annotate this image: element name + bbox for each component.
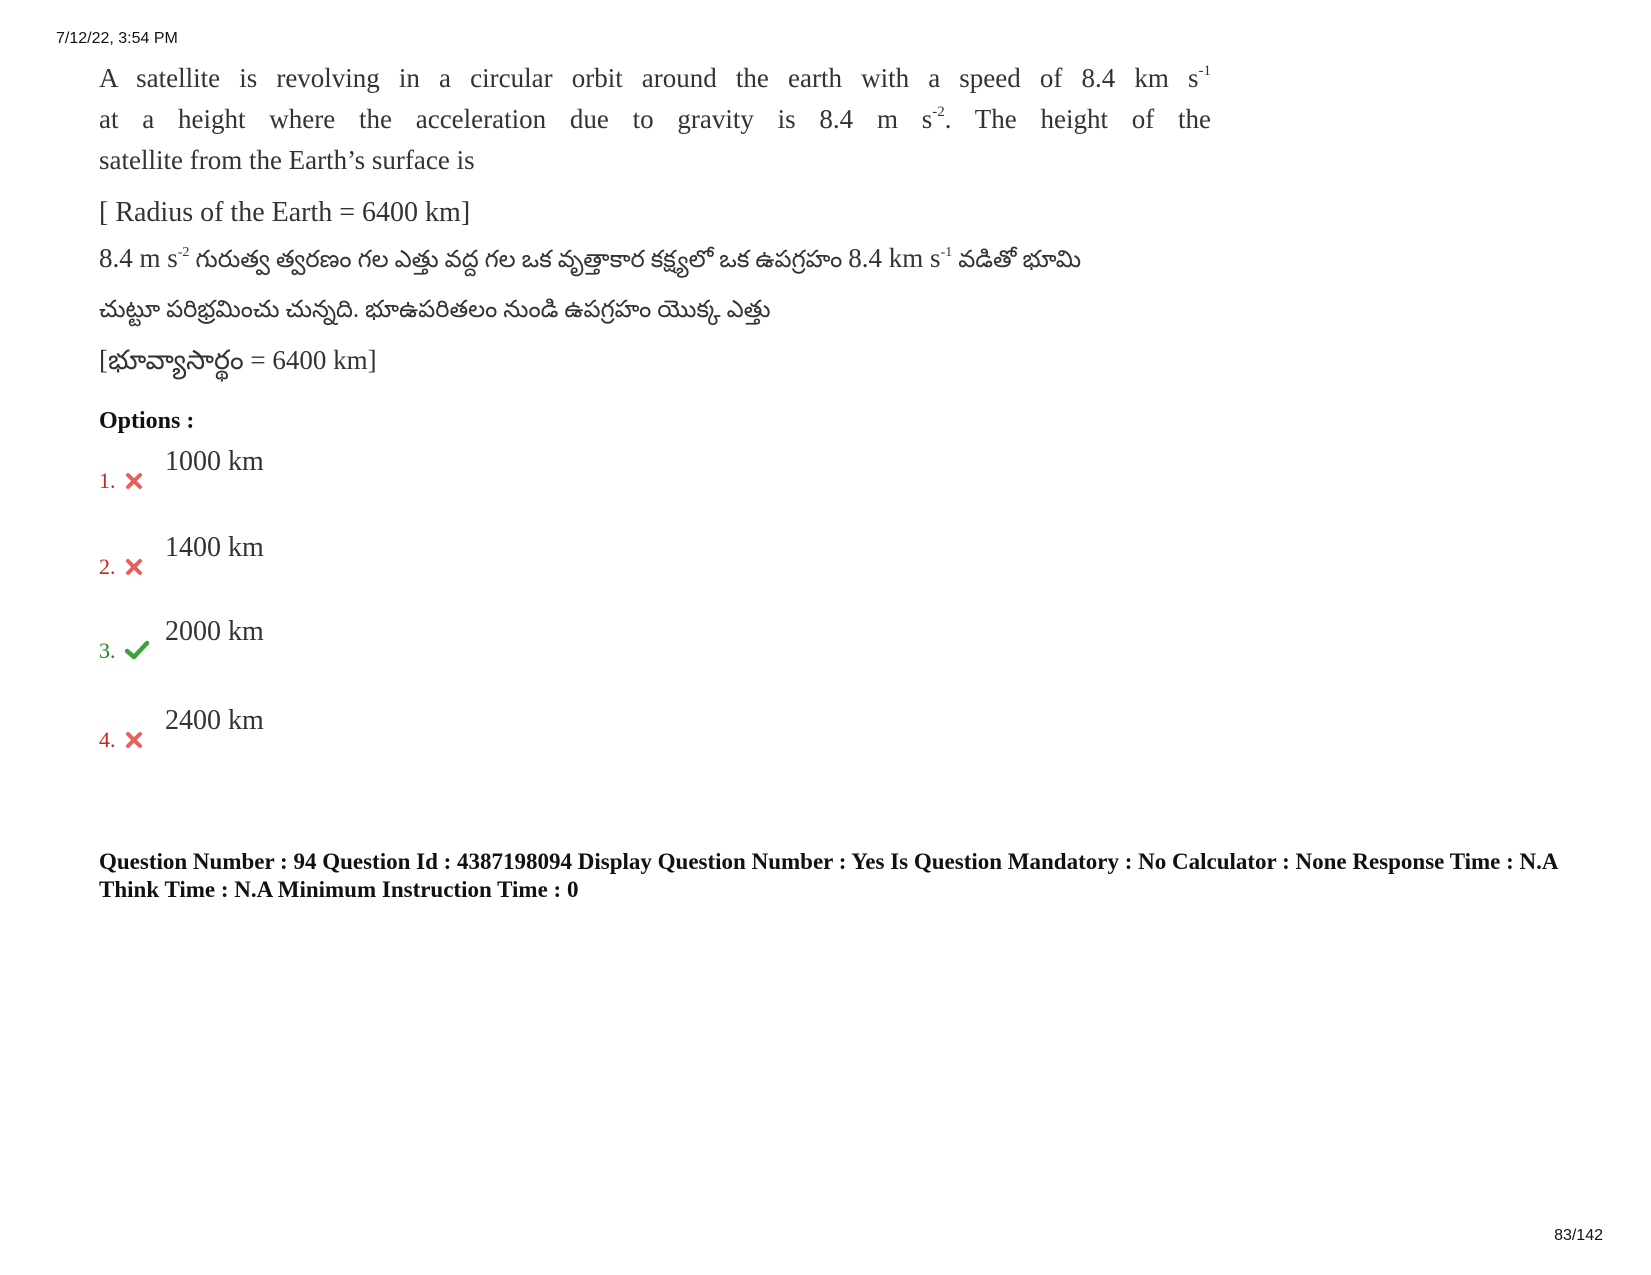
options-label: Options : (99, 408, 195, 434)
cross-icon (125, 558, 143, 576)
option-text: 1000 km (165, 446, 264, 477)
print-timestamp: 7/12/22, 3:54 PM (56, 30, 178, 47)
option-number: 4. (99, 727, 116, 752)
check-icon (125, 640, 149, 660)
telugu-question-line-1: 8.4 m $s^{-2}$ గురుత్వ త్వరణం గల ఎత్తు వద్ద గల ఒక వృత్తాకార కక్ష్యలో ఒక ఉపగ్రహం 8.4 km $s^{-1}$ వడితో భూమి (99, 243, 1082, 273)
option-1 (99, 446, 499, 494)
option-number: 2. (99, 554, 116, 579)
page-number: 83/142 (1554, 1227, 1603, 1244)
question-line-2: at a height where the acceleration due to gravity is 8.4 m $s^{-2}$. The height of the (99, 104, 1212, 134)
telugu-radius-note: [భూవ్యాసార్థం = 6400 km] (99, 345, 377, 375)
cross-icon (125, 472, 143, 490)
option-number: 1. (99, 468, 116, 493)
option-2 (99, 532, 499, 580)
telugu-question-line-2: చుట్టూ పరిభ్రమించు చున్నది. భూఉపరితలం నుండి ఉపగ్రహం యొక్క ఎత్తు (99, 297, 771, 323)
question-line-3: satellite from the Earth’s surface is (99, 145, 475, 175)
option-number: 3. (99, 638, 116, 663)
radius-note: [ Radius of the Earth = 6400 km] (99, 197, 471, 228)
question-text-block (99, 58, 1211, 387)
option-text: 1400 km (165, 532, 264, 563)
option-3 (99, 616, 499, 664)
option-text: 2000 km (165, 616, 264, 647)
option-text: 2400 km (165, 705, 264, 736)
option-4 (99, 705, 499, 753)
cross-icon (125, 731, 143, 749)
question-line-1: A satellite is revolving in a circular orbit around the earth with a speed of 8.4 km $s^{-1}$ (99, 63, 1211, 93)
question-metadata: Question Number : 94 Question Id : 4387198094 Display Question Number : Yes Is Question Mandatory : No Calculator : None Response Time : N.A Think Time : N.A Minimum Instruction Time : 0 (99, 849, 1558, 902)
